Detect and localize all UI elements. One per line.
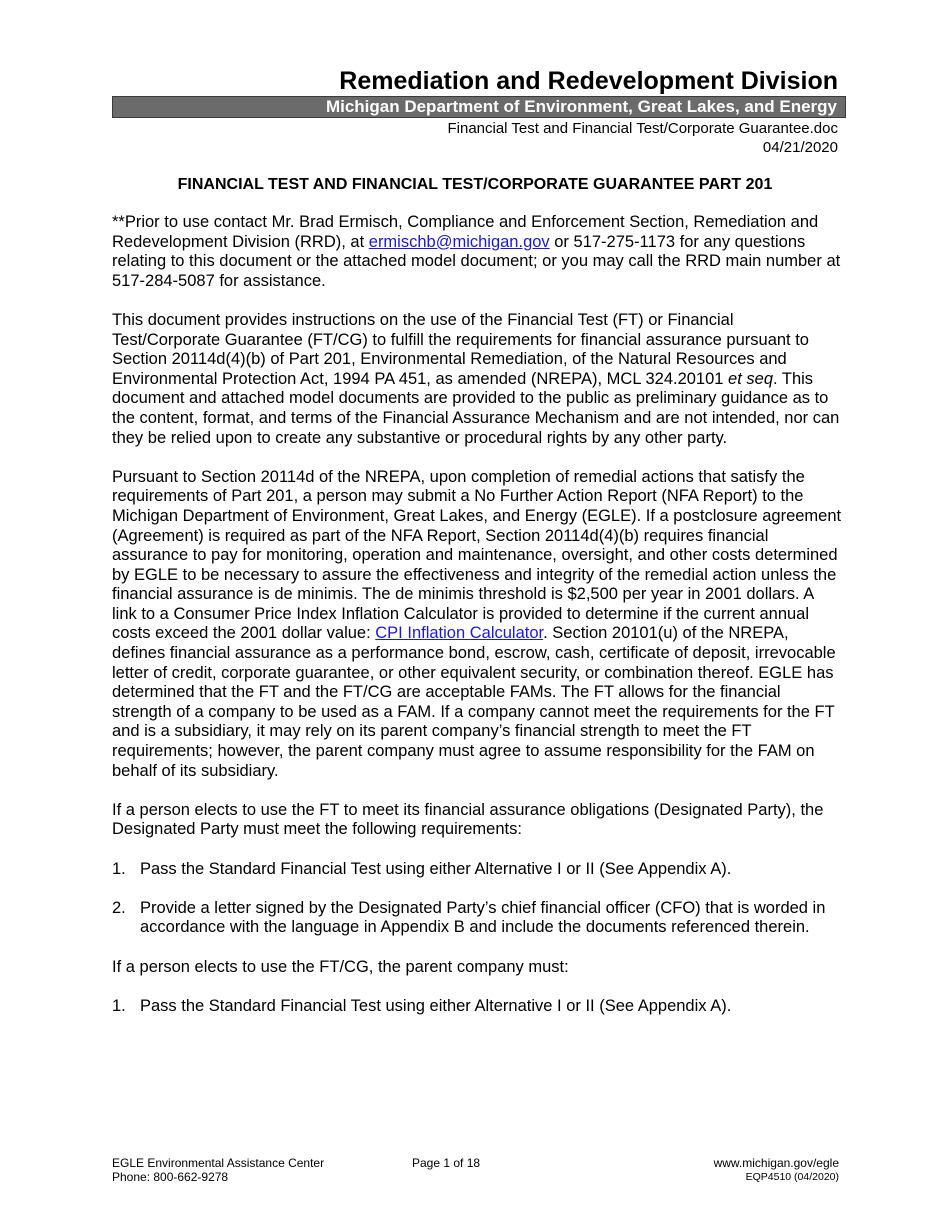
- form-code: EQP4510 (04/2020): [745, 1171, 839, 1183]
- list-number: 1.: [112, 996, 126, 1015]
- footer-phone: Phone: 800-662-9278: [112, 1170, 229, 1184]
- background-text: Pursuant to Section 20114d of the NREPA, upon completion of remedial actions that satisfy the requirements of Part 201, a person may submit a No Further Action Report (NFA Report) to the Michigan Department of Environment, Great Lakes, and Energy (EGLE). If a postclosure agreement (Agreement) is required as part of the NFA Report, Section 20114d(4)(b) requires financial assurance to pay for monitoring, operation and maintenance, oversight, and other costs determined by EGLE to be necessary to assure the effectiveness and integrity of the remedial action unless the financial assurance is de minimis. The de minimis threshold is $2,500 per year in 2001 dollars. A link to a Consumer Price Index Inflation Calculator is provided to determine if the current annual costs exceed the 2001 dollar value:: [112, 467, 842, 643]
- contact-text-cont: or 517-275-1173 for any questions relating to this document or the attached model document; or you may call the RRD main number at 517-284-5087 for assistance.: [112, 232, 841, 290]
- footer-website: www.michigan.gov/egle: [713, 1156, 839, 1170]
- list-item: [112, 997, 842, 1017]
- cpi-calculator-link[interactable]: CPI Inflation Calculator: [375, 624, 544, 643]
- division-title: Remediation and Redevelopment Division: [339, 67, 838, 95]
- list-text: Pass the Standard Financial Test using either Alternative I or II (See Appendix A).: [140, 859, 732, 878]
- page-number: Page 1 of 18: [412, 1156, 481, 1170]
- ftcg-requirements-list: [112, 997, 842, 1017]
- background-paragraph: [112, 468, 842, 782]
- document-date: 04/21/2020: [762, 139, 838, 156]
- document-title: FINANCIAL TEST AND FINANCIAL TEST/CORPORATE GUARANTEE PART 201: [177, 176, 773, 193]
- purpose-paragraph: [112, 311, 842, 448]
- contact-text: **Prior to use contact Mr. Brad Ermisch, Compliance and Enforcement Section, Remediation and Redevelopment Division (RRD), at: [112, 213, 819, 251]
- ft-requirements-list: [112, 860, 842, 938]
- ft-intro-paragraph: If a person elects to use the FT to meet its financial assurance obligations (Designated Party), the Designated Party must meet the following requirements:: [112, 800, 824, 839]
- document-body: [112, 213, 842, 1036]
- document-meta: [112, 119, 838, 157]
- department-band: Michigan Department of Environment, Great Lakes, and Energy: [112, 96, 846, 118]
- footer-center-name: EGLE Environmental Assistance Center: [112, 1156, 325, 1170]
- footer-contact: [112, 1156, 324, 1184]
- background-text-cont: . Section 20101(u) of the NREPA, defines financial assurance as a performance bond, escrow, cash, certificate of deposit, irrevocable letter of credit, corporate guarantee, or other equivalent security, or combination thereof. EGLE has determined that the FT and the FT/CG are acceptable FAMs. The FT allows for the financial strength of a company to be used as a FAM. If a company cannot meet the requirements for the FT and is a subsidiary, it may rely on its parent company’s financial strength to meet the FT requirements; however, the parent company must agree to assume responsibility for the FAM on behalf of its subsidiary.: [112, 624, 836, 780]
- list-number: 1.: [112, 859, 126, 878]
- contact-paragraph: [112, 213, 842, 291]
- list-item: [112, 899, 842, 938]
- et-seq-text: et seq: [728, 369, 773, 388]
- list-item: [112, 860, 842, 880]
- purpose-text: This document provides instructions on the use of the Financial Test (FT) or Financial Test/Corporate Guarantee (FT/CG) to fulfill the requirements for financial assurance pursuant to Section 20114d(4)(b) of Part 201, Environmental Remediation, of the Natural Resources and Environmental Protection Act, 1994 PA 451, as amended (NREPA), MCL 324.20101: [112, 310, 809, 388]
- ftcg-intro-paragraph: If a person elects to use the FT/CG, the parent company must:: [112, 957, 569, 976]
- list-text: Provide a letter signed by the Designated Party’s chief financial officer (CFO) that is worded in accordance with the language in Appendix B and include the documents referenced therein.: [140, 898, 826, 937]
- purpose-text-cont: . This document and attached model documents are provided to the public as preliminary guidance as to the content, format, and terms of the Financial Assurance Mechanism and are not intended, nor can they be relied upon to create any substantive or procedural rights by any other party.: [112, 369, 840, 447]
- list-number: 2.: [112, 898, 126, 917]
- document-filename: Financial Test and Financial Test/Corporate Guarantee.doc: [447, 120, 838, 137]
- list-text: Pass the Standard Financial Test using either Alternative I or II (See Appendix A).: [140, 996, 732, 1015]
- footer-right: [714, 1156, 839, 1184]
- email-link[interactable]: ermischb@michigan.gov: [368, 232, 550, 251]
